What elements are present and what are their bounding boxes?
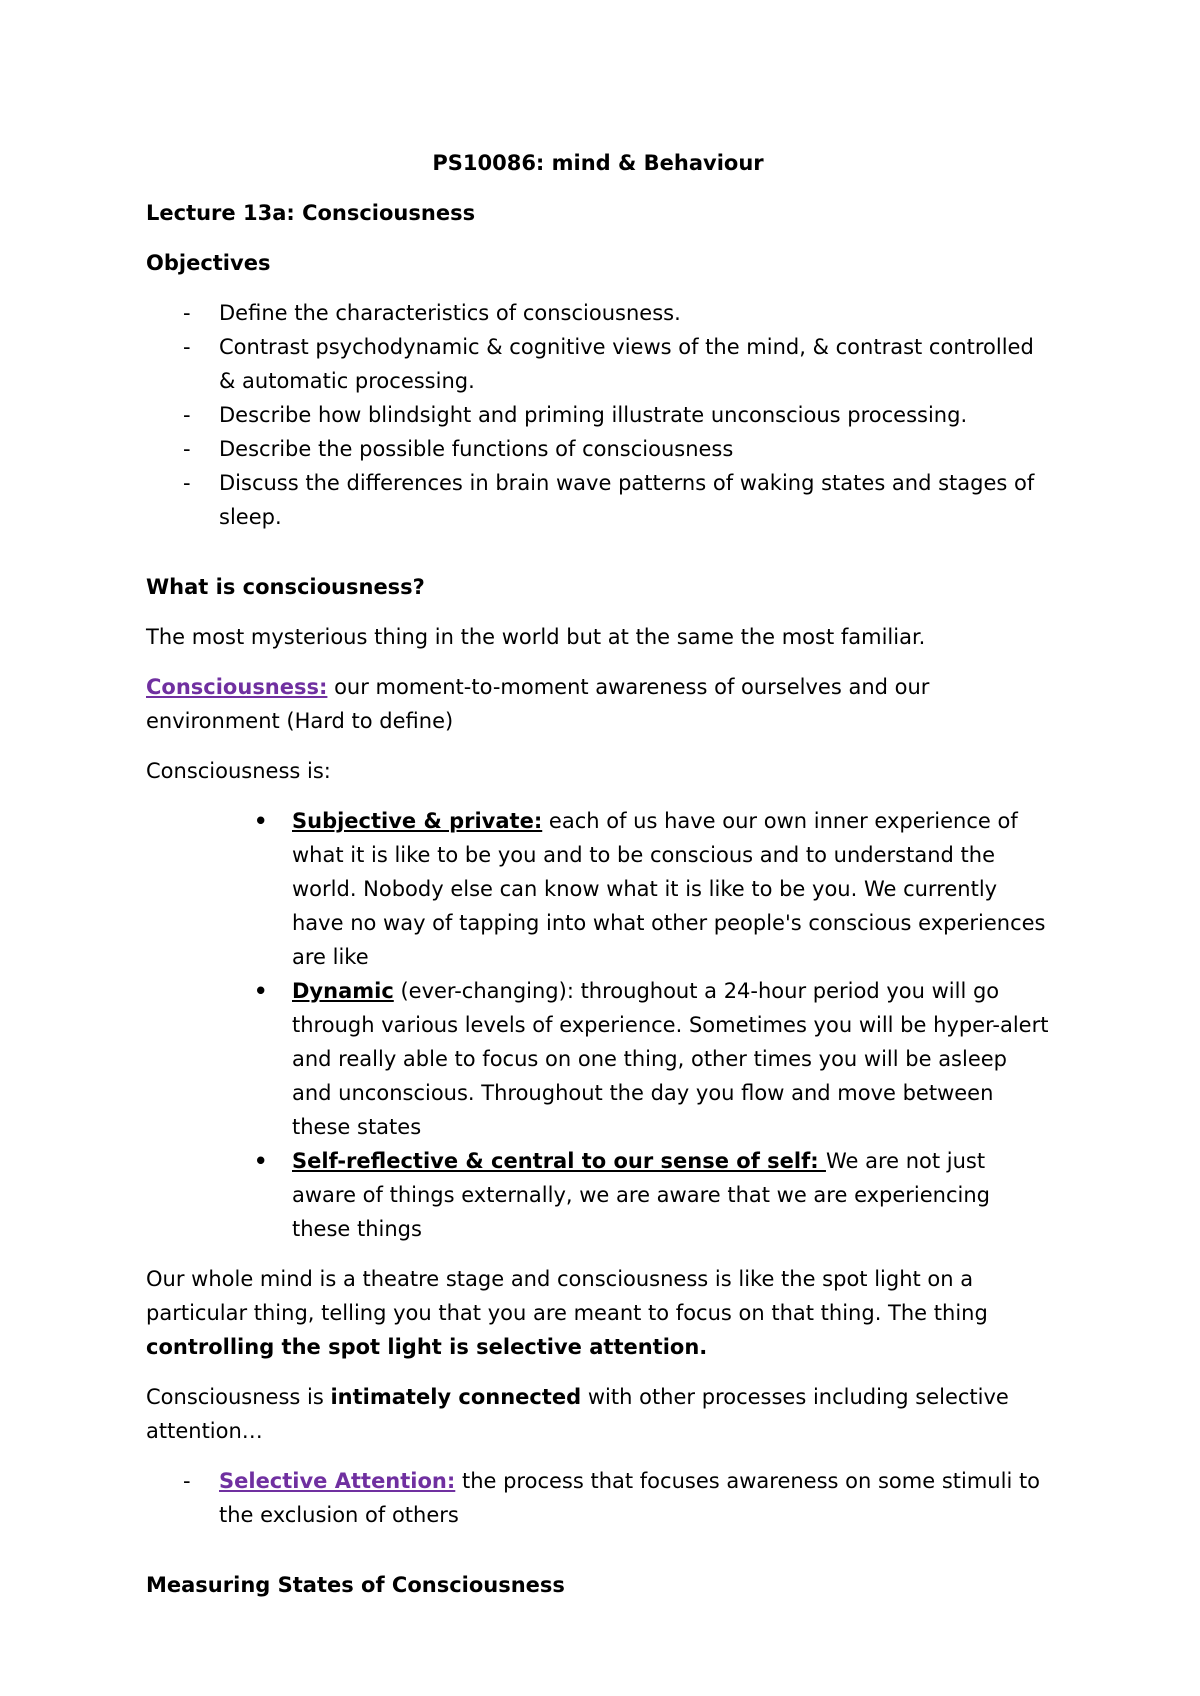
- document-title: PS10086: mind & Behaviour: [432, 151, 764, 175]
- list-item: [146, 1144, 1050, 1246]
- intro-paragraph: The most mysterious thing in the world but at the same the most familiar.: [146, 625, 926, 649]
- connected-emphasis: intimately connected: [330, 1385, 582, 1409]
- measuring-heading: Measuring States of Consciousness: [146, 1573, 565, 1597]
- characteristic-term: Subjective & private:: [292, 809, 543, 833]
- what-is-heading: What is consciousness?: [146, 575, 425, 599]
- dash-marker: -: [183, 403, 191, 427]
- bullet-marker: •: [254, 809, 268, 833]
- list-item: - Describe how blindsight and priming illustrate unconscious processing.: [146, 398, 1050, 432]
- characteristic-text: each of us have our own inner experience of what it is like to be you and to be conscious and to understand the world. Nobody else can know what it is like to be you. We currently have no way of tapping into what other people's conscious experiences are like: [292, 809, 1046, 969]
- objectives-heading: Objectives: [146, 251, 271, 275]
- definition-text: our moment-to-moment awareness of ourselves and our environment (Hard to define): [146, 675, 930, 733]
- connected-paragraph: Consciousness is intimately connected with other processes including selective attention…: [146, 1385, 1009, 1443]
- definition-term: Consciousness:: [146, 675, 328, 699]
- dash-marker: -: [183, 301, 191, 325]
- bullet-marker: •: [254, 979, 268, 1003]
- dash-marker: -: [183, 1469, 191, 1493]
- list-item: - Contrast psychodynamic & cognitive views of the mind, & contrast controlled & automatic processing.: [146, 330, 1050, 398]
- bullet-marker: •: [254, 1149, 268, 1173]
- selective-attention-term: Selective Attention:: [219, 1469, 456, 1493]
- characteristic-term: Dynamic: [292, 979, 394, 1003]
- characteristics-list: [146, 804, 1050, 1246]
- characteristic-term: Self-reflective & central to our sense of self:: [292, 1149, 826, 1173]
- selective-attention-text: the process that focuses awareness on some stimuli to the exclusion of others: [219, 1469, 1041, 1527]
- list-item: [146, 974, 1050, 1144]
- characteristic-text: (ever-changing): throughout a 24-hour period you will go through various levels of experience. Sometimes you will be hyper-alert and really able to focus on one thing, other times you will be asleep and unconscious. Throughout the day you flow and move between these states: [292, 979, 1049, 1139]
- characteristic-text: We are not just aware of things externally, we are aware that we are experiencing these things: [292, 1149, 991, 1241]
- is-label: Consciousness is:: [146, 759, 331, 783]
- theatre-paragraph: Our whole mind is a theatre stage and consciousness is like the spot light on a particular thing, telling you that you are meant to focus on that thing. The thing controlling the spot light is selective attention.: [146, 1267, 988, 1359]
- list-item: - Describe the possible functions of consciousness: [146, 432, 1050, 466]
- definition-paragraph: [146, 670, 1050, 738]
- dash-marker: -: [183, 335, 191, 359]
- objectives-list: [146, 296, 1050, 534]
- list-item: - Discuss the differences in brain wave patterns of waking states and stages of sleep.: [146, 466, 1050, 534]
- list-item: [146, 804, 1050, 974]
- dash-marker: -: [183, 437, 191, 461]
- list-item: [146, 1464, 1050, 1532]
- selective-attention-list: [146, 1464, 1050, 1532]
- lecture-title: Lecture 13a: Consciousness: [146, 201, 476, 225]
- dash-marker: -: [183, 471, 191, 495]
- list-item: - Define the characteristics of consciousness.: [146, 296, 1050, 330]
- theatre-emphasis: controlling the spot light is selective attention.: [146, 1335, 708, 1359]
